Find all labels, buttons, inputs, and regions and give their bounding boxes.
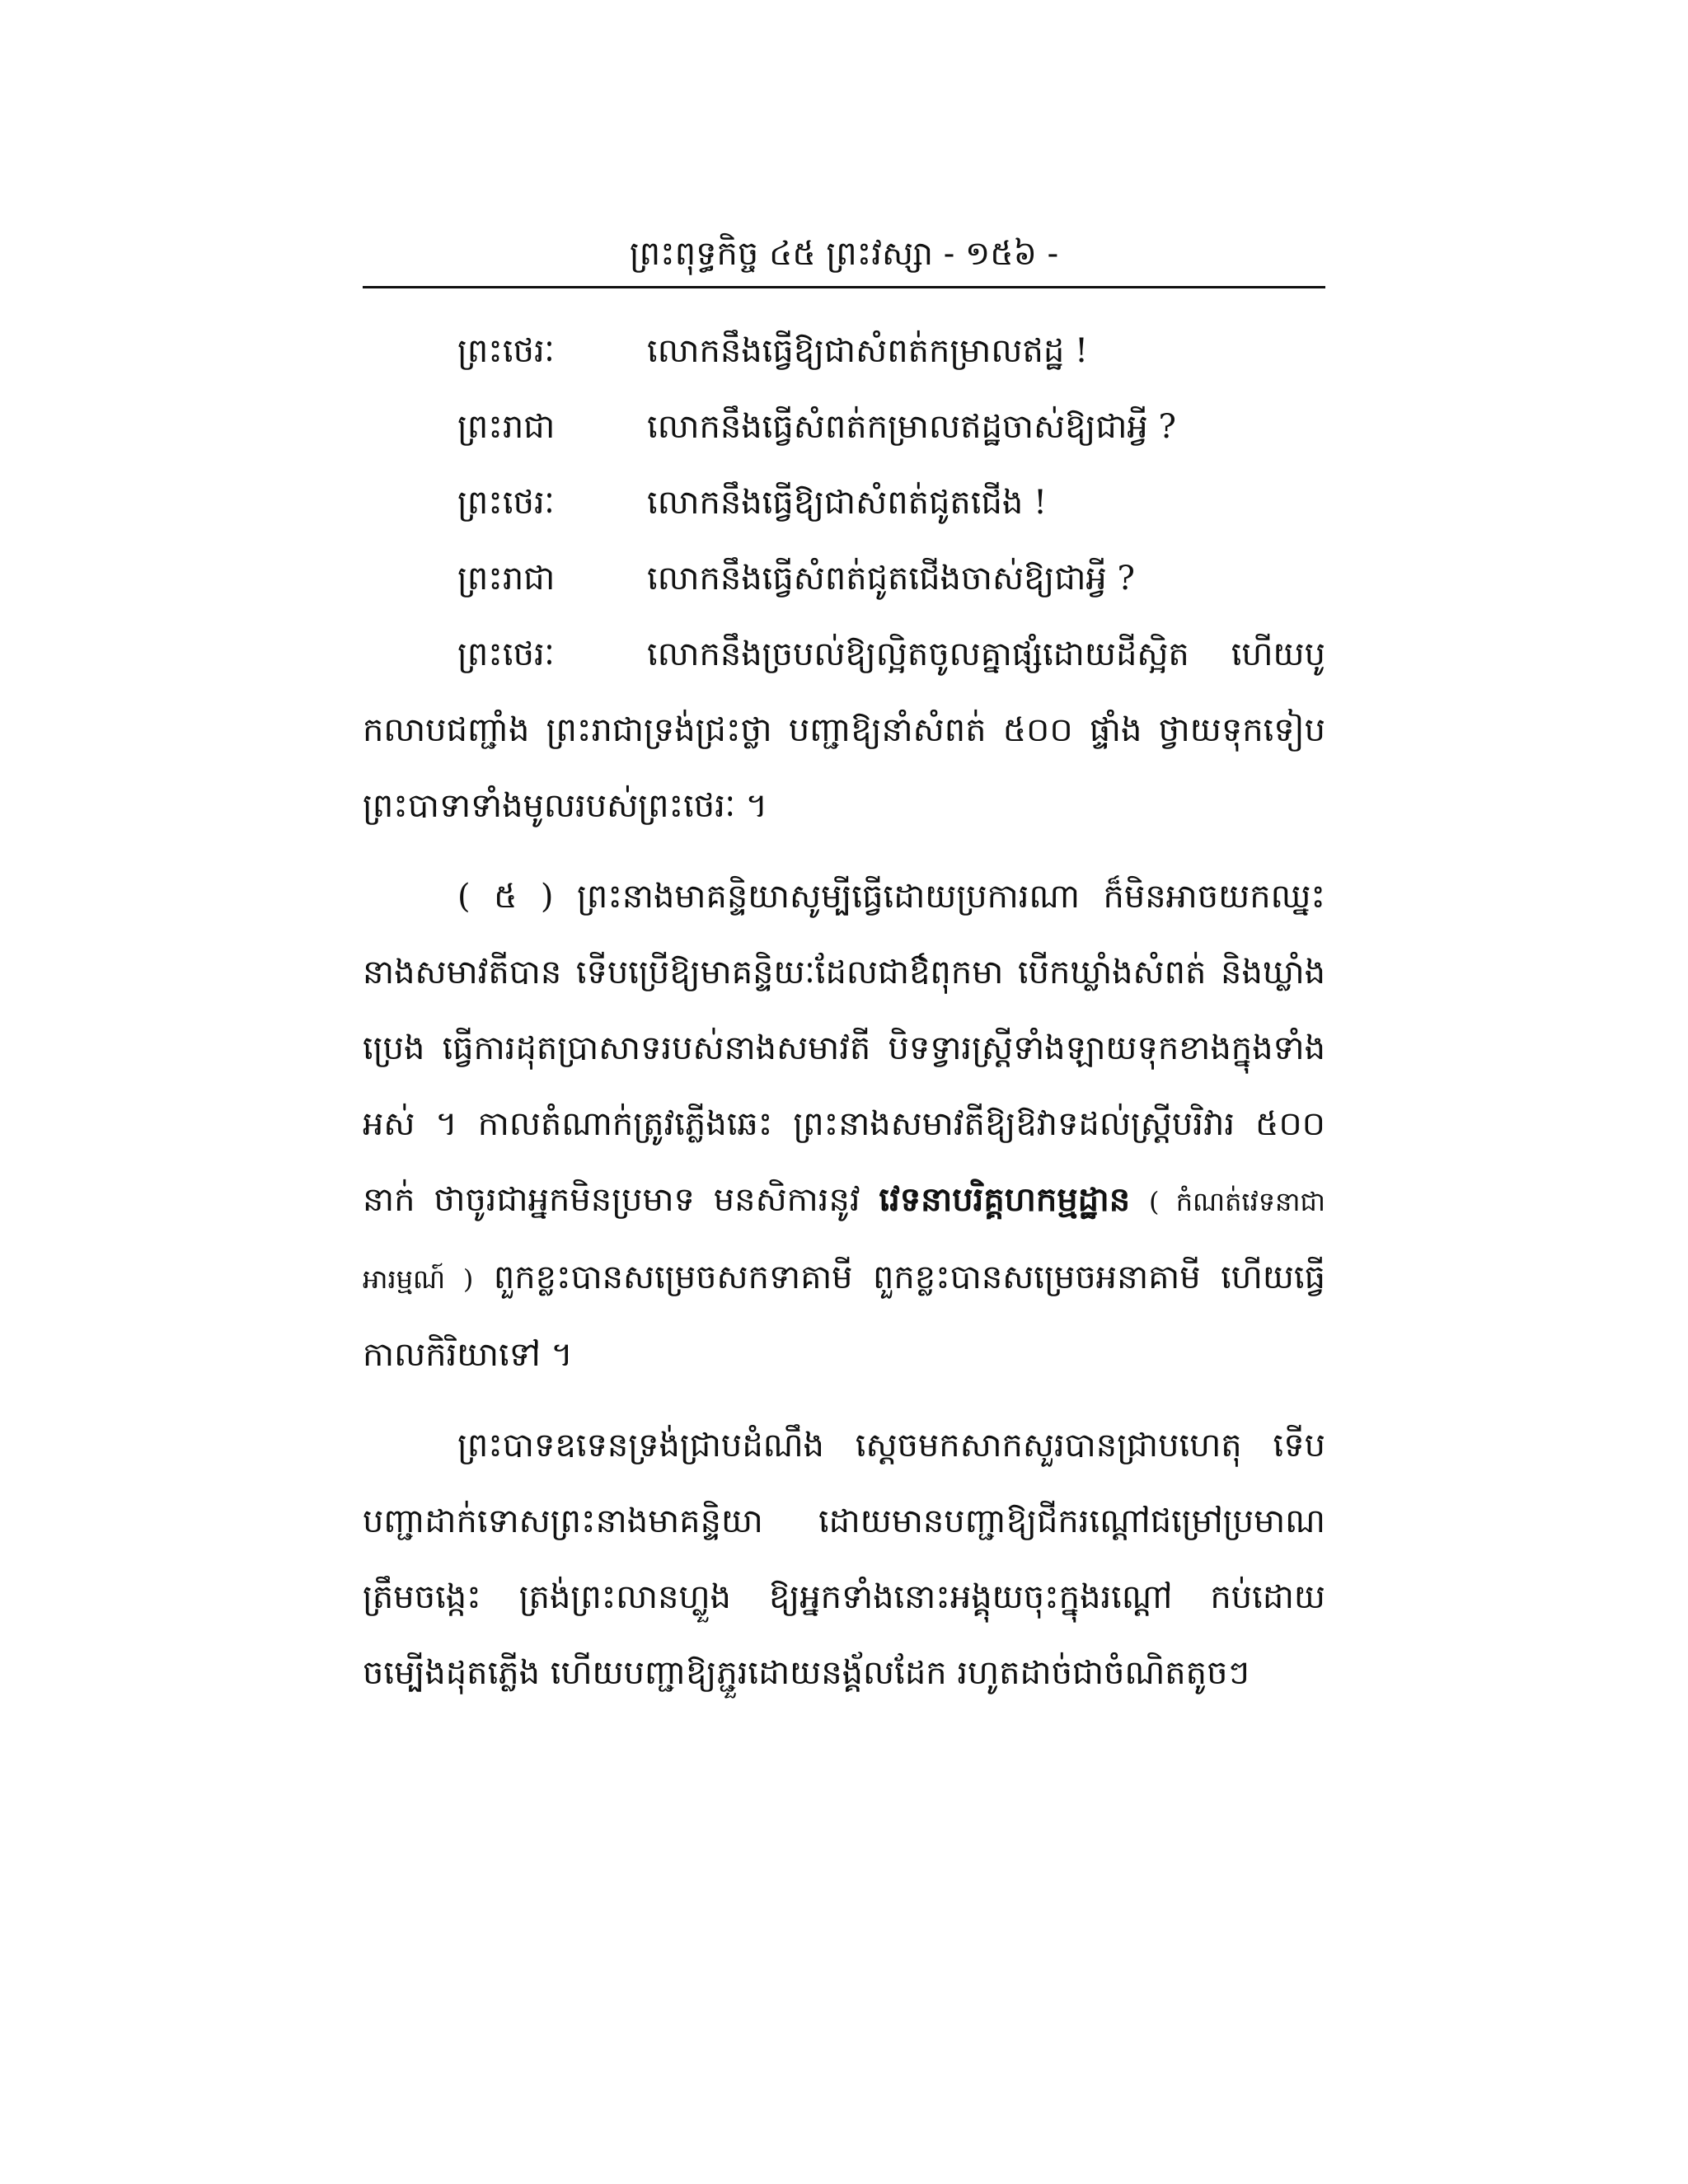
paragraph-text: ពួកខ្លះបានសម្រេចសកទាគាមី ពួកខ្លះបានសម្រេចអនាគាមី ហើយធ្វើកាលកិរិយាទៅ ។ xyxy=(363,1258,1326,1374)
running-header: ព្រះពុទ្ធកិច្ច ៤៥ ព្រះវស្សា - ១៥៦ - xyxy=(629,235,1059,273)
dialogue-line xyxy=(363,541,1325,616)
utterance-text: លោកនឹងធ្វើឱ្យជាសំពត់កម្រាលឥដ្ឋ ! xyxy=(647,332,1089,370)
dialogue-line xyxy=(363,465,1325,541)
page-body xyxy=(363,313,1325,1711)
utterance-text: លោកនឹងធ្វើឱ្យជាសំពត់ជូតជើង ! xyxy=(647,484,1048,522)
meditation-term: វេទនាបរិគ្គហកម្មដ្ឋាន xyxy=(879,1180,1131,1219)
dialogue-paragraph xyxy=(363,616,1325,844)
speaker-label: ព្រះរាជា xyxy=(457,560,556,598)
utterance-text: លោកនឹងធ្វើសំពត់កម្រាលឥដ្ឋចាស់ឱ្យជាអ្វី ? xyxy=(647,408,1176,446)
term-gloss: ( កំណត់វេទនាជាអារម្មណ៍ ) xyxy=(363,1186,1325,1295)
paragraph-text: លោកនឹងច្របល់ឱ្យល្អិតចូលគ្នាផ្សំដោយដីស្អិត ហើយបូកលាបជញ្ជាំង ព្រះរាជាទ្រង់ជ្រះថ្លា បញ្ជាឱ្យនាំសំពត់ ៥០០ ផ្ទាំង ថ្វាយទុកទៀបព្រះបាទាទាំងមូលរបស់ព្រះថេរៈ ។ xyxy=(363,635,1325,825)
dialogue-line xyxy=(363,313,1325,389)
speaker-label: ព្រះថេរៈ xyxy=(457,332,555,370)
utterance-text: លោកនឹងធ្វើសំពត់ជូតជើងចាស់ឱ្យជាអ្វី ? xyxy=(647,560,1135,598)
paragraph-6: ព្រះបាទឧទេនទ្រង់ជ្រាបដំណឹង ស្តេចមកសាកសួរបានជ្រាបហេតុ ទើបបញ្ជាដាក់ទោសព្រះនាងមាគន្ទិយា ដោយមានបញ្ជាឱ្យជីករណ្តៅជម្រៅប្រមាណត្រឹមចង្កេះ ត្រង់ព្រះលានហ្លួង ឱ្យអ្នកទាំងនោះអង្គុយចុះក្នុងរណ្តៅ កប់ដោយចម្បើងដុតភ្លើង ហើយបញ្ជាឱ្យភ្ជួរដោយនង្គ័លដែក រហូតដាច់ជាចំណិតតូចៗ xyxy=(363,1427,1325,1692)
paragraph-text: ( ៥ ) ព្រះនាងមាគន្ទិយាសូម្បីធ្វើដោយប្រការណា ក៏មិនអាចយកឈ្នះនាងសមាវតីបាន ទើបប្រើឱ្យមាគន្ទិយៈដែលជាឳពុកមា បើកឃ្លាំងសំពត់ និងឃ្លាំងប្រេង ធ្វើការដុតប្រាសាទរបស់នាងសមាវតី បិទទ្វារស្ត្រីទាំងឡាយទុកខាងក្នុងទាំងអស់ ។ កាលតំណាក់ត្រូវភ្លើងឆេះ ព្រះនាងសមាវតីឱ្យឱវាទដល់ស្ត្រីបរិវារ ៥០០ នាក់ ថាចូរជាអ្នកមិនប្រមាទ មនសិការនូវ xyxy=(363,878,1325,1219)
speaker-label: ព្រះរាជា xyxy=(457,408,556,446)
header-rule xyxy=(363,286,1325,288)
dialogue-line xyxy=(363,389,1325,465)
speaker-label: ព្រះថេរៈ xyxy=(457,635,555,673)
paragraph-5 xyxy=(363,859,1325,1393)
speaker-label: ព្រះថេរៈ xyxy=(457,484,555,522)
